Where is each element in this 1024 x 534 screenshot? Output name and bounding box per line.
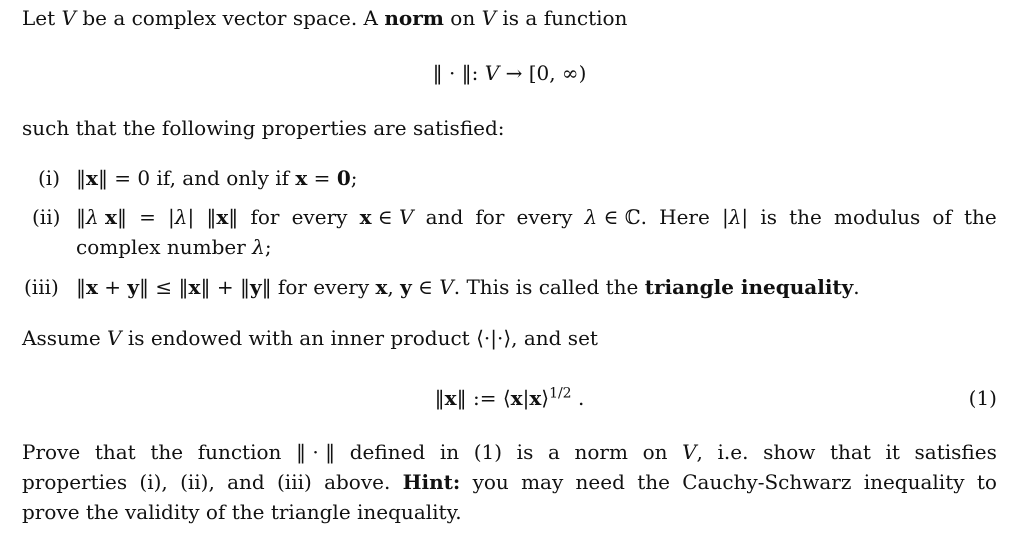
inner-product-paragraph: Assume V is endowed with an inner product ⟨·|·⟩, and set — [22, 326, 598, 350]
property-iii-text: ‖x + y‖ ≤ ‖x‖ + ‖y‖ for every x, y ∈ V. This is called the triangle inequality. — [76, 275, 860, 299]
task-line-3 — [22, 497, 462, 527]
property-ii-label: (ii) — [32, 205, 61, 229]
intro-text-part-2: on V is a function — [443, 6, 628, 30]
properties-intro — [22, 113, 505, 143]
term-norm: norm — [384, 6, 444, 30]
task-line-1: Prove that the function ‖ · ‖ defined in (1) is a norm on V, i.e. show that it satisfies — [22, 440, 997, 464]
norm-map-formula: ‖ · ‖: V → [0, ∞) — [432, 61, 587, 85]
property-ii-text-line-2: complex number λ; — [76, 235, 272, 259]
property-i-label: (i) — [38, 166, 61, 190]
display-norm-definition: ‖x‖ := ⟨x|x⟩$^{1/2}$ . — [434, 385, 585, 410]
properties-intro-text: such that the following properties are satisfied: — [22, 116, 505, 140]
property-ii-text-line-1: ‖λ x‖ = |λ| ‖x‖ for every x ∈ V and for every λ ∈ ℂ. Here |λ| is the modulus of the — [76, 205, 997, 229]
intro-text-part-1: Let V be a complex vector space. A — [22, 6, 385, 30]
task-line-3-text: prove the validity of the triangle inequality. — [22, 500, 462, 524]
intro-paragraph — [22, 3, 627, 33]
task-line-2: properties (i), (ii), and (iii) above. Hint: you may need the Cauchy-Schwarz inequality to — [22, 470, 997, 494]
display-norm-map — [22, 58, 997, 88]
property-i-text: ‖x‖ = 0 if, and only if x = 0; — [76, 166, 358, 190]
property-iii-label: (iii) — [24, 275, 59, 299]
equation-number: (1) — [968, 386, 997, 410]
